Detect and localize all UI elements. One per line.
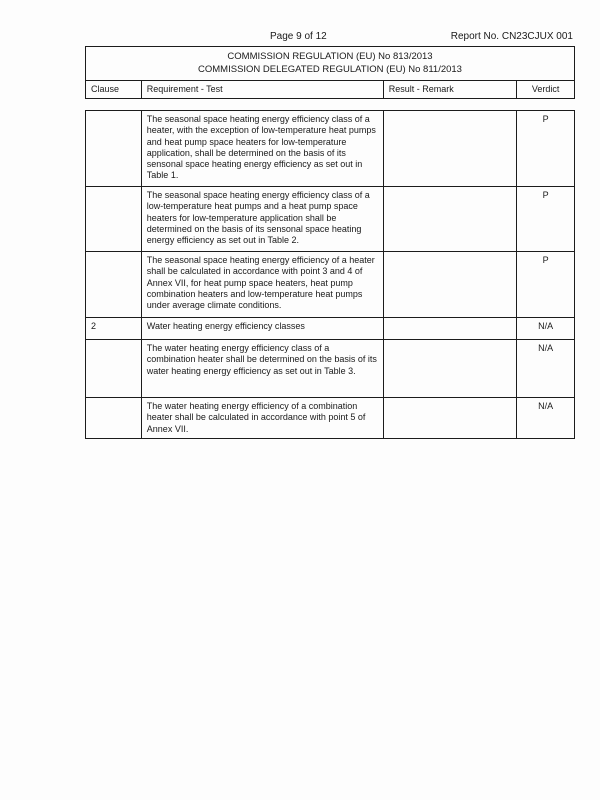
clause-cell — [86, 340, 142, 397]
clause-cell — [86, 111, 142, 186]
table-row — [86, 111, 574, 187]
result-cell — [384, 252, 517, 317]
column-header-requirement: Requirement - Test — [142, 81, 384, 98]
clause-cell — [86, 252, 142, 317]
requirement-cell: The seasonal space heating energy efficiency of a heater shall be calculated in accordance with point 3 and 4 of Annex VII, for heat pump space heaters, heat pump combination heaters and low-temperature heat pumps under average climate conditions. — [142, 252, 384, 317]
clause-cell — [86, 187, 142, 251]
clause-cell: 2 — [86, 318, 142, 339]
result-cell — [384, 398, 517, 438]
requirement-cell: The seasonal space heating energy efficiency class of a heater, with the exception of low-temperature heat pumps and heat pump space heaters for low-temperature application, shall be determined on the basis of its sensonal space heating energy efficiency as set out in Table 1. — [142, 111, 384, 186]
result-cell — [384, 111, 517, 186]
table-row — [86, 398, 574, 438]
result-cell — [384, 187, 517, 251]
regulation-header-table — [85, 46, 575, 99]
requirement-cell: Water heating energy efficiency classes — [142, 318, 384, 339]
report-number: Report No. CN23CJUX 001 — [450, 31, 573, 42]
regulation-title-line-1: COMMISSION REGULATION (EU) No 813/2013 — [227, 51, 433, 62]
verdict-cell: N/A — [538, 343, 554, 353]
page-number: Page 9 of 12 — [270, 31, 327, 42]
requirements-table — [85, 110, 575, 439]
verdict-cell: N/A — [538, 401, 554, 411]
verdict-cell: N/A — [538, 321, 554, 331]
table-row — [86, 187, 574, 252]
column-header-row — [86, 81, 574, 98]
table-row — [86, 318, 574, 340]
clause-cell — [86, 398, 142, 438]
requirement-cell: The water heating energy efficiency class of a combination heater shall be determined on the basis of its water heating energy efficiency as set out in Table 3. — [142, 340, 384, 397]
column-header-result: Result - Remark — [384, 81, 517, 98]
result-cell — [384, 340, 517, 397]
requirement-cell: The seasonal space heating energy efficiency class of a low-temperature heat pumps and a heat pump space heaters for low-temperature application shall be determined on the basis of its sensonal space heating energy efficiency as set out in Table 2. — [142, 187, 384, 251]
table-row — [86, 252, 574, 318]
verdict-cell: P — [542, 190, 549, 200]
regulation-title-line-2: COMMISSION DELEGATED REGULATION (EU) No 811/2013 — [198, 64, 462, 75]
result-cell — [384, 318, 517, 339]
regulation-titles — [86, 47, 574, 81]
table-row — [86, 340, 574, 398]
verdict-cell: P — [542, 114, 549, 124]
column-header-clause: Clause — [86, 81, 142, 98]
column-header-verdict: Verdict — [531, 84, 560, 94]
verdict-cell: P — [542, 255, 549, 265]
requirement-cell: The water heating energy efficiency of a combination heater shall be calculated in accordance with point 5 of Annex VII. — [142, 398, 384, 438]
